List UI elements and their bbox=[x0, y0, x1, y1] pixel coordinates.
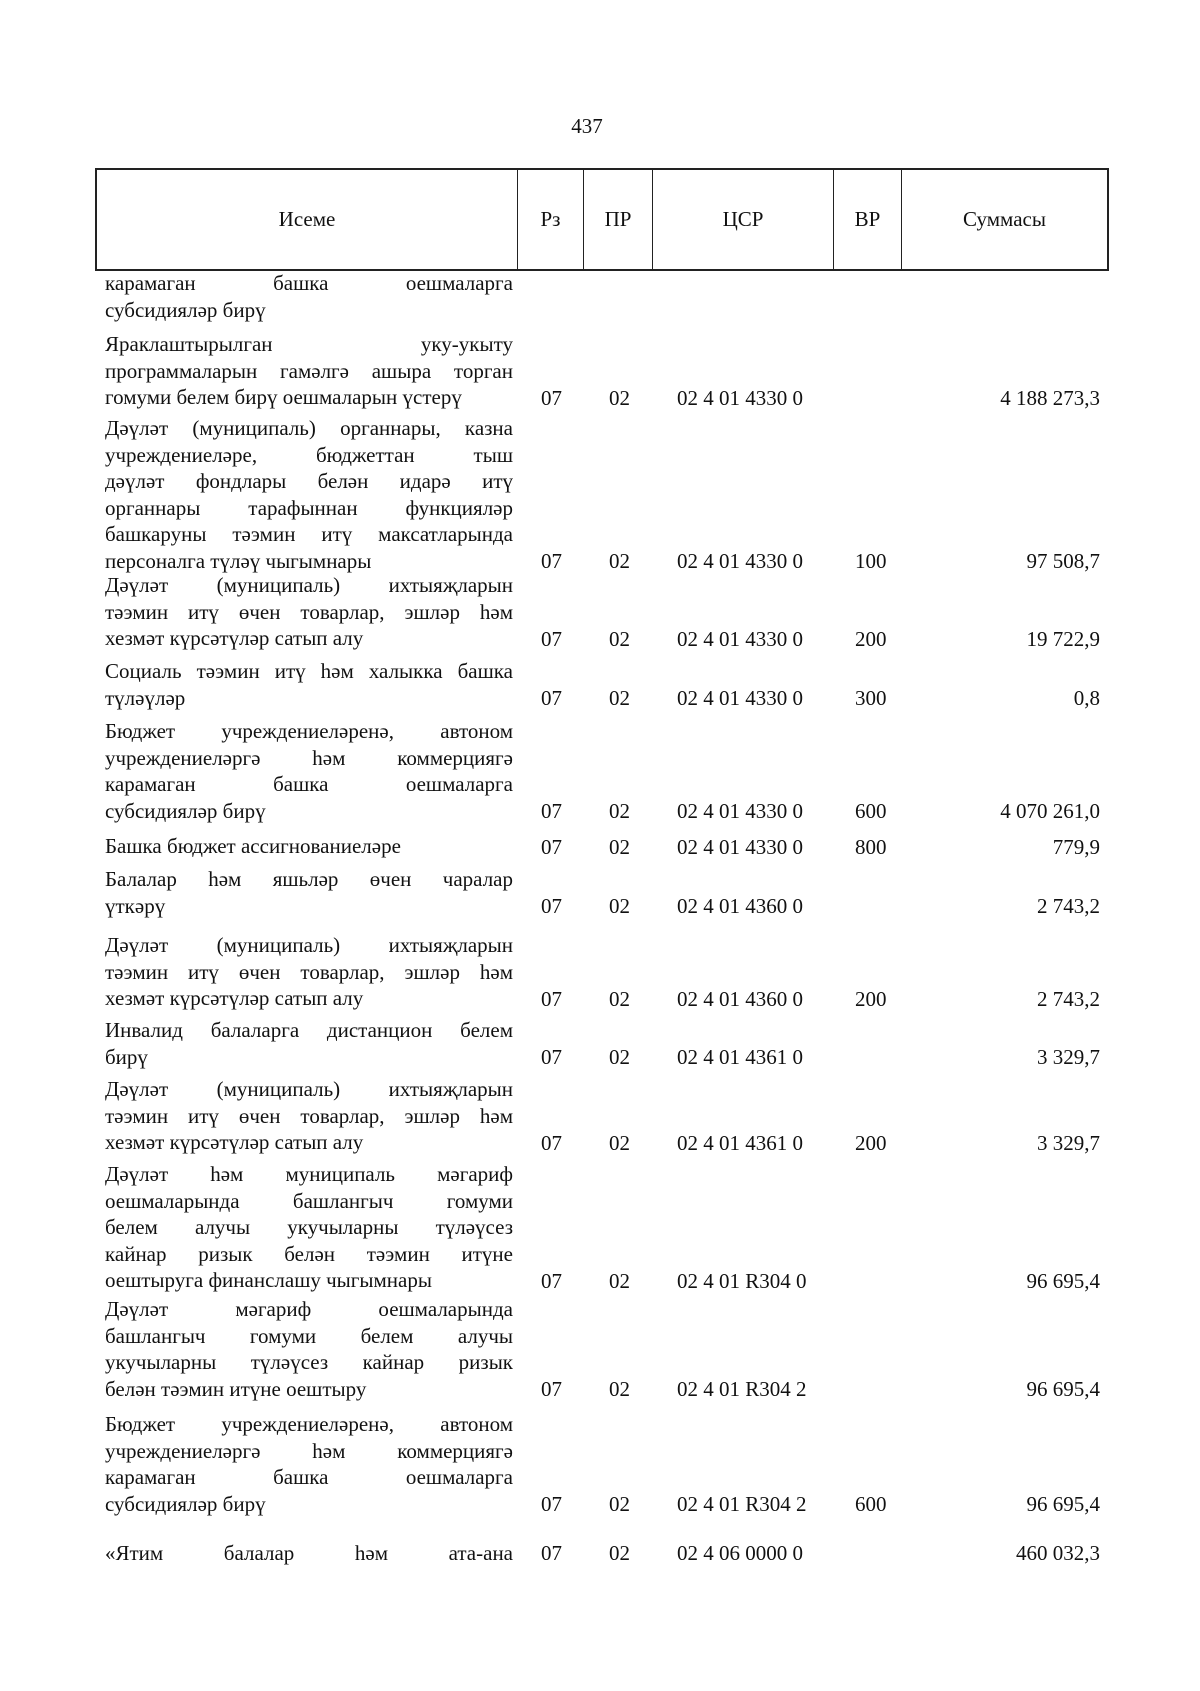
row-name-line: белем алучы укучыларны түләүсез bbox=[105, 1215, 513, 1239]
row-rz: 07 bbox=[541, 385, 562, 410]
row-vr: 100 bbox=[855, 549, 887, 573]
row-csr: 02 4 01 4330 0 bbox=[677, 799, 803, 823]
row-name-line: карамаган башка оешмаларга bbox=[105, 772, 513, 796]
row-name bbox=[105, 1296, 513, 1402]
row-sum: 96 695,4 bbox=[1026, 1492, 1100, 1516]
row-csr: 02 4 01 4361 0 bbox=[677, 1045, 803, 1069]
row-rz: 07 bbox=[541, 626, 562, 651]
row-name bbox=[105, 718, 513, 824]
row-vr: 600 bbox=[855, 1492, 887, 1516]
row-name-line: карамаган башка оешмаларга bbox=[105, 1465, 513, 1489]
row-name-line: Башка бюджет ассигнованиеләре bbox=[105, 834, 401, 858]
row-name-line: «Ятим балалар һәм ата-ана bbox=[105, 1541, 513, 1565]
row-name-line: тәэмин итү өчен товарлар, эшләр һәм bbox=[105, 599, 513, 624]
row-name-line: оештыруга финанслашу чыгымнары bbox=[105, 1268, 432, 1292]
row-rz: 07 bbox=[541, 1541, 562, 1565]
row-csr: 02 4 01 4330 0 bbox=[677, 834, 803, 859]
row-name-line: башкаруны тәэмин итү максатларында bbox=[105, 522, 513, 546]
header-name: Исеме bbox=[97, 170, 518, 269]
row-name-line: тәэмин итү өчен товарлар, эшләр һәм bbox=[105, 1103, 513, 1128]
row-csr: 02 4 01 R304 2 bbox=[677, 1492, 807, 1516]
row-csr: 02 4 01 R304 0 bbox=[677, 1268, 807, 1293]
table-row bbox=[0, 1161, 1200, 1294]
row-name-line: белән тәэмин итүне оештыру bbox=[105, 1376, 367, 1401]
row-pr: 02 bbox=[609, 385, 630, 410]
row-pr: 02 bbox=[609, 1045, 630, 1069]
row-name bbox=[105, 415, 513, 574]
row-name-line: гомуми белем бирү оешмаларын үстерү bbox=[105, 385, 462, 409]
row-vr: 200 bbox=[855, 626, 887, 651]
row-name-line: Дәүләт (муниципаль) органнары, казна bbox=[105, 416, 513, 440]
row-name-line: Бюджет учреждениеләренә, автоном bbox=[105, 719, 513, 743]
row-name-line: бирү bbox=[105, 1044, 148, 1069]
row-pr: 02 bbox=[609, 1377, 630, 1401]
row-rz: 07 bbox=[541, 549, 562, 573]
row-name-line: Дәүләт мәгариф оешмаларында bbox=[105, 1297, 513, 1321]
table-row bbox=[0, 1540, 1200, 1567]
row-sum: 2 743,2 bbox=[1037, 894, 1100, 918]
row-name-line: органнары тарафыннан функцияләр bbox=[105, 495, 513, 520]
row-rz: 07 bbox=[541, 1492, 562, 1516]
table-row bbox=[0, 572, 1200, 652]
row-vr: 200 bbox=[855, 986, 887, 1011]
row-name-line: Дәүләт (муниципаль) ихтыяҗларын bbox=[105, 573, 513, 597]
row-name-line: кайнар ризык белән тәэмин итүне bbox=[105, 1241, 513, 1266]
row-name bbox=[105, 658, 513, 711]
table-row bbox=[0, 658, 1200, 711]
row-name-line: үткәрү bbox=[105, 893, 166, 918]
row-pr: 02 bbox=[609, 549, 630, 573]
row-name-line: хезмәт күрсәтүләр сатып алу bbox=[105, 1130, 364, 1154]
row-pr: 02 bbox=[609, 686, 630, 710]
table-row bbox=[0, 1411, 1200, 1517]
table-row bbox=[0, 415, 1200, 574]
row-vr: 600 bbox=[855, 799, 887, 823]
row-pr: 02 bbox=[609, 1541, 630, 1565]
row-name-line: Бюджет учреждениеләренә, автоном bbox=[105, 1412, 513, 1436]
row-sum: 779,9 bbox=[1052, 834, 1100, 859]
row-name-line: Дәүләт (муниципаль) ихтыяҗларын bbox=[105, 1077, 513, 1101]
row-name-line: Инвалид балаларга дистанцион белем bbox=[105, 1018, 513, 1042]
row-name-line: субсидияләр бирү bbox=[105, 1491, 266, 1516]
row-pr: 02 bbox=[609, 986, 630, 1011]
row-name bbox=[105, 1411, 513, 1517]
row-sum: 97 508,7 bbox=[1026, 549, 1100, 573]
row-name-line: учреждениеләргә һәм коммерциягә bbox=[105, 745, 513, 770]
row-rz: 07 bbox=[541, 686, 562, 710]
row-name bbox=[105, 270, 513, 323]
row-vr: 800 bbox=[855, 834, 887, 859]
row-csr: 02 4 06 0000 0 bbox=[677, 1541, 803, 1565]
row-csr: 02 4 01 4330 0 bbox=[677, 549, 803, 573]
row-vr: 300 bbox=[855, 686, 887, 710]
row-name-line: карамаган башка оешмаларга bbox=[105, 271, 513, 295]
row-name-line: Яраклаштырылган уку-укыту bbox=[105, 332, 513, 356]
row-rz: 07 bbox=[541, 1045, 562, 1069]
row-name bbox=[105, 1540, 513, 1567]
row-name-line: персоналга түләү чыгымнары bbox=[105, 548, 372, 573]
row-name bbox=[105, 866, 513, 919]
row-rz: 07 bbox=[541, 799, 562, 823]
table-row bbox=[0, 1296, 1200, 1402]
row-csr: 02 4 01 4360 0 bbox=[677, 986, 803, 1011]
row-name bbox=[105, 833, 513, 860]
table-row bbox=[0, 718, 1200, 824]
page-number: 437 bbox=[571, 114, 603, 138]
row-pr: 02 bbox=[609, 834, 630, 859]
row-sum: 460 032,3 bbox=[1016, 1541, 1100, 1565]
row-sum: 96 695,4 bbox=[1026, 1268, 1100, 1293]
row-sum: 3 329,7 bbox=[1037, 1045, 1100, 1069]
row-name-line: башлангыч гомуми белем алучы bbox=[105, 1323, 513, 1348]
row-csr: 02 4 01 4330 0 bbox=[677, 686, 803, 710]
row-rz: 07 bbox=[541, 894, 562, 918]
row-rz: 07 bbox=[541, 1268, 562, 1293]
row-pr: 02 bbox=[609, 1130, 630, 1155]
row-name bbox=[105, 572, 513, 652]
row-name-line: дәүләт фондлары белән идарә итү bbox=[105, 469, 513, 493]
row-name bbox=[105, 331, 513, 411]
row-name-line: Социаль тәэмин итү һәм халыкка башка bbox=[105, 659, 513, 683]
row-sum: 3 329,7 bbox=[1037, 1130, 1100, 1155]
table-row bbox=[0, 1076, 1200, 1156]
row-name bbox=[105, 1161, 513, 1294]
row-csr: 02 4 01 4360 0 bbox=[677, 894, 803, 918]
row-csr: 02 4 01 4330 0 bbox=[677, 385, 803, 410]
row-name-line: учреждениеләргә һәм коммерциягә bbox=[105, 1438, 513, 1463]
row-name bbox=[105, 1076, 513, 1156]
header-csr: ЦСР bbox=[653, 170, 834, 269]
row-name-line: оешмаларында башлангыч гомуми bbox=[105, 1188, 513, 1213]
row-name-line: Дәүләт (муниципаль) ихтыяҗларын bbox=[105, 933, 513, 957]
row-pr: 02 bbox=[609, 799, 630, 823]
row-csr: 02 4 01 R304 2 bbox=[677, 1377, 807, 1401]
row-pr: 02 bbox=[609, 626, 630, 651]
row-vr: 200 bbox=[855, 1130, 887, 1155]
table-row bbox=[0, 1017, 1200, 1070]
row-name-line: түләүләр bbox=[105, 685, 186, 710]
row-pr: 02 bbox=[609, 894, 630, 918]
table-row bbox=[0, 866, 1200, 919]
row-name bbox=[105, 932, 513, 1012]
row-name-line: учреждениеләре, бюджеттан тыш bbox=[105, 442, 513, 467]
row-name-line: хезмәт күрсәтүләр сатып алу bbox=[105, 986, 364, 1010]
row-name-line: хезмәт күрсәтүләр сатып алу bbox=[105, 626, 364, 650]
row-name-line: программаларын гамәлгә ашыра торган bbox=[105, 358, 513, 383]
row-rz: 07 bbox=[541, 986, 562, 1011]
row-csr: 02 4 01 4361 0 bbox=[677, 1130, 803, 1155]
table-header bbox=[95, 168, 1109, 271]
row-name-line: Дәүләт һәм муниципаль мәгариф bbox=[105, 1162, 513, 1186]
header-rz: Рз bbox=[518, 170, 584, 269]
row-sum: 4 070 261,0 bbox=[1000, 799, 1100, 823]
table-row bbox=[0, 833, 1200, 860]
row-rz: 07 bbox=[541, 834, 562, 859]
row-sum: 0,8 bbox=[1073, 686, 1100, 710]
row-rz: 07 bbox=[541, 1130, 562, 1155]
row-pr: 02 bbox=[609, 1268, 630, 1293]
row-sum: 4 188 273,3 bbox=[1000, 385, 1100, 410]
table-row bbox=[0, 331, 1200, 411]
row-name-line: субсидияләр бирү bbox=[105, 798, 266, 823]
row-name bbox=[105, 1017, 513, 1070]
row-csr: 02 4 01 4330 0 bbox=[677, 626, 803, 651]
header-vr: ВР bbox=[834, 170, 902, 269]
row-rz: 07 bbox=[541, 1377, 562, 1401]
header-pr: ПР bbox=[584, 170, 653, 269]
row-name-line: субсидияләр бирү bbox=[105, 297, 266, 322]
table-row bbox=[0, 932, 1200, 1012]
row-name-line: Балалар һәм яшьләр өчен чаралар bbox=[105, 867, 513, 891]
row-name-line: укучыларны түләүсез кайнар ризык bbox=[105, 1350, 513, 1374]
row-pr: 02 bbox=[609, 1492, 630, 1516]
table-row bbox=[0, 270, 1200, 323]
row-sum: 19 722,9 bbox=[1026, 626, 1100, 651]
row-sum: 2 743,2 bbox=[1037, 986, 1100, 1011]
header-sum: Суммасы bbox=[963, 207, 1046, 231]
row-sum: 96 695,4 bbox=[1026, 1377, 1100, 1401]
row-name-line: тәэмин итү өчен товарлар, эшләр һәм bbox=[105, 959, 513, 984]
